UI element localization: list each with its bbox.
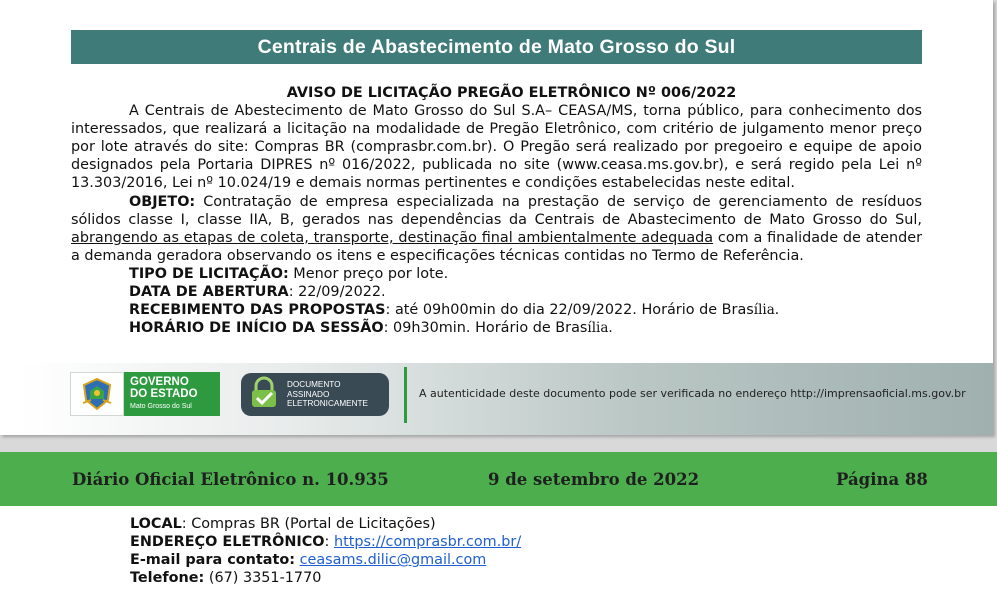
gov-line3: Mato Grosso do Sul <box>130 403 192 410</box>
comprasbr-link[interactable]: https://comprasbr.com.br/ <box>333 534 522 551</box>
document-page-continuation <box>0 506 997 603</box>
notice-title: AVISO DE LICITAÇÃO PREGÃO ELETRÔNICO Nº 006/2022 <box>286 85 737 101</box>
objeto-text-end: com a finalidade de atender a demanda geradora observando os itens e especificações técnicas contidas no Termo de Referência. <box>71 229 922 264</box>
objeto-underlined-text: abrangendo as etapas de coleta, transporte, destinação final ambientalmente adequada <box>71 229 714 246</box>
telefone-value: (67) 3351-1770 <box>204 570 322 587</box>
objeto-text: Contratação de empresa especializada na prestação de serviço de gerenciamento de resíduos sólidos classe I, classe IIA, B, gerados nas dependências da Centrais de Abastecimento de Mato Grosso do Sul, <box>71 193 922 228</box>
local-value: : Compras BR (Portal de Licitações) <box>181 516 436 532</box>
email-line <box>130 551 521 569</box>
tipo-value: Menor preço por lote. <box>288 265 449 282</box>
signed-line3: ELETRONICAMENTE <box>287 399 368 409</box>
signature-footer <box>0 363 993 435</box>
objeto-paragraph <box>71 193 922 265</box>
state-crest-icon <box>70 372 124 416</box>
abertura-value: : 22/09/2022. <box>288 284 386 301</box>
horario-label: HORÁRIO DE INÍCIO DA SESSÃO <box>129 320 384 337</box>
telefone-line <box>130 569 521 587</box>
signed-line2: ASSINADO <box>287 389 330 399</box>
notice-paragraph: A Centrais de Abestecimento de Mato Grosso do Sul S.A– CEASA/MS, torna público, para conhecimento dos interessados, que realizará a licitação na modalidade de Pregão Eletrônico, com critério de julgamento menor preço por lote através do site: Compras BR (comprasbr.com.br). O Pregão será realizado por pregoeiro e equipe de apoio designados pela Portaria DIPRES nº 016/2022, publicada no site (www.ceasa.ms.gov.br), e será regido pela Lei nº 13.303/2016, Lei nº 10.024/19 e demais normas pertinentes e condições estabelecidas neste edital. <box>71 103 922 192</box>
recebimento-propostas <box>129 301 922 319</box>
tipo-label: TIPO DE LICITAÇÃO: <box>129 265 289 282</box>
telefone-label: Telefone: <box>130 570 205 587</box>
recebimento-tail: ília. <box>753 302 780 319</box>
recebimento-value: : até 09h00min do dia 22/09/2022. Horário de Bras <box>385 302 754 319</box>
signed-document-badge <box>241 373 389 416</box>
footer-divider <box>404 367 407 423</box>
objeto-label: OBJETO: <box>129 193 196 210</box>
abertura-label: DATA DE ABERTURA <box>129 284 289 301</box>
page-header-bar <box>0 452 997 506</box>
signed-text <box>287 380 368 409</box>
horario-tail: ília. <box>587 320 613 337</box>
local-label: LOCAL <box>130 516 182 532</box>
email-label: E-mail para contato: <box>130 552 295 569</box>
signed-line1: DOCUMENTO <box>287 380 341 390</box>
tipo-licitacao <box>129 265 922 283</box>
recebimento-label: RECEBIMENTO DAS PROPOSTAS <box>129 302 386 319</box>
gov-line1: GOVERNO <box>130 376 189 388</box>
endereco-separator: : <box>324 534 334 551</box>
email-link[interactable]: ceasams.dilic@gmail.com <box>299 552 487 569</box>
horario-value: : 09h30min. Horário de Bras <box>383 320 588 337</box>
local-line <box>130 515 521 533</box>
gazette-edition: Diário Oficial Eletrônico n. 10.935 <box>72 470 389 489</box>
authenticity-note: A autenticidade deste documento pode ser verificada no endereço http://imprensaoficial.ms.gov.br <box>419 387 966 400</box>
contact-details <box>130 515 521 587</box>
government-logo <box>70 372 220 416</box>
endereco-label: ENDEREÇO ELETRÔNICO <box>130 534 325 551</box>
notice-body <box>71 84 922 337</box>
horario-sessao <box>129 319 922 337</box>
government-text <box>124 372 220 416</box>
gov-line2: DO ESTADO <box>130 388 198 400</box>
page-number: Página 88 <box>836 470 928 489</box>
data-abertura <box>129 283 922 301</box>
section-title: Centrais de Abastecimento de Mato Grosso do Sul <box>71 30 922 64</box>
signed-check-icon <box>247 376 281 414</box>
endereco-line <box>130 533 521 551</box>
publication-date: 9 de setembro de 2022 <box>488 470 700 489</box>
